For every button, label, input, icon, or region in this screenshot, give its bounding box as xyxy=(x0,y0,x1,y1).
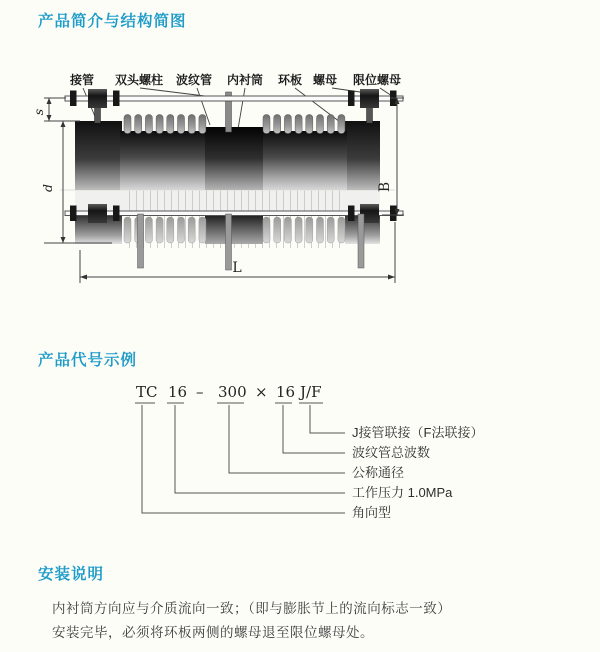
label-double-head-stud: 双头螺柱 xyxy=(114,73,164,87)
callout-type: 角向型 xyxy=(352,505,392,520)
label-bellows: 波纹管 xyxy=(175,73,213,87)
bellows-right xyxy=(263,115,345,134)
end-cap-left xyxy=(75,121,122,190)
code-callouts xyxy=(352,425,483,520)
joint-bottom-half xyxy=(60,190,403,270)
top-rod-nuts xyxy=(70,89,397,123)
callout-pressure: 工作压力 1.0MPa xyxy=(352,485,453,500)
code-waves: 16 xyxy=(276,383,296,401)
label-ring-plate: 环板 xyxy=(277,73,303,87)
label-connecting-pipe: 接管 xyxy=(69,73,95,87)
install-line-1: 内衬筒方向应与介质流向一致；（即与膨胀节上的流向标志一致） xyxy=(52,601,452,616)
code-segments xyxy=(136,383,321,401)
code-connectors xyxy=(142,405,345,513)
section-title-code: 产品代号示例 xyxy=(38,352,138,369)
install-line-2: 安装完毕，必须将环板两侧的螺母退至限位螺母处。 xyxy=(52,625,374,640)
code-model: TC xyxy=(136,383,158,401)
section-title-intro: 产品简介与结构简图 xyxy=(38,13,187,30)
label-nut: 螺母 xyxy=(312,73,338,87)
dim-L: L xyxy=(232,260,242,276)
product-code-diagram xyxy=(0,370,600,550)
part-labels xyxy=(69,72,401,87)
label-limit-nut: 限位螺母 xyxy=(352,73,402,87)
end-cap-right xyxy=(345,121,380,190)
dim-B: B xyxy=(377,181,393,193)
code-dash: – xyxy=(196,383,204,401)
install-instructions xyxy=(52,597,451,645)
code-diameter: 300 xyxy=(218,383,247,401)
structure-diagram xyxy=(0,60,600,360)
section-title-install: 安装说明 xyxy=(38,566,105,583)
callout-wave-count: 波纹管总波数 xyxy=(352,445,431,460)
bottom-liner xyxy=(205,215,263,244)
code-times: × xyxy=(255,383,268,401)
inner-liner-band xyxy=(205,127,263,190)
callout-diameter: 公称通径 xyxy=(352,465,405,480)
dim-s: s xyxy=(31,108,46,116)
bellows-left xyxy=(124,115,206,134)
dim-d: d xyxy=(40,183,55,193)
code-connection: J/F xyxy=(300,383,322,401)
label-inner-liner: 内衬筒 xyxy=(226,73,264,87)
callout-connection: J接管联接（F法联接） xyxy=(352,425,484,440)
code-pressure: 16 xyxy=(168,383,188,401)
joint-top-half xyxy=(65,89,403,193)
